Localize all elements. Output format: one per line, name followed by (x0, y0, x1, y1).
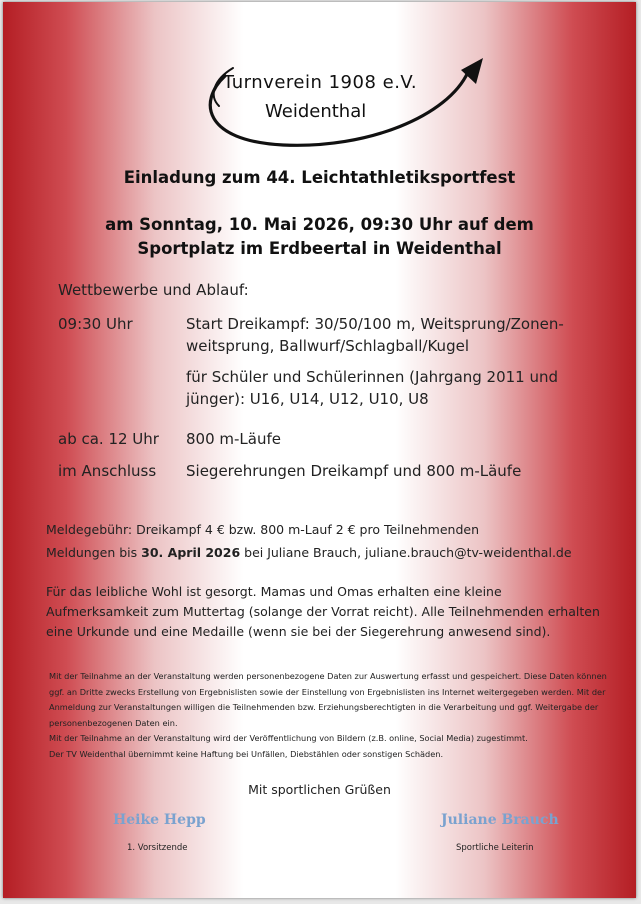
club-town: Weidenthal (265, 101, 367, 122)
event-date-location (3, 213, 636, 261)
date-line-1: am Sonntag, 10. Mai 2026, 09:30 Uhr auf dem (105, 215, 534, 234)
signature-role: Sportliche Leiterin (456, 843, 534, 853)
schedule-time: 09:30 Uhr (58, 315, 133, 333)
schedule-text: Start Dreikampf: 30/50/100 m, Weitsprung/Zonen-weitsprung, Ballwurf/Schlagball/Kugel (186, 315, 564, 355)
schedule-title: Wettbewerbe und Ablauf: (58, 281, 249, 299)
flyer-page (3, 2, 636, 898)
schedule-text: für Schüler und Schülerinnen (Jahrgang 2011 und jünger): U16, U14, U12, U10, U8 (186, 368, 559, 408)
schedule-text: 800 m-Läufe (186, 430, 281, 448)
schedule-time: im Anschluss (58, 462, 157, 480)
signature-name: Heike Hepp (113, 812, 206, 828)
liability-notice: Der TV Weidenthal übernimmt keine Haftung bei Unfällen, Diebstählen oder sonstigen Schäden. (49, 748, 444, 759)
registration-info: Meldungen bis 30. April 2026 bei Juliane Brauch, juliane.brauch@tv-weidenthal.de (46, 545, 572, 560)
schedule-text: Siegerehrungen Dreikampf und 800 m-Läufe (186, 462, 522, 480)
image-consent-notice: Mit der Teilnahme an der Veranstaltung wird der Veröffentlichung von Bildern (z.B. online, Social Media) zugestimmt. (49, 733, 528, 744)
invitation-title: Einladung zum 44. Leichtathletiksportfest (123, 168, 516, 187)
fine-print (49, 669, 609, 763)
signature-role: 1. Vorsitzende (127, 843, 188, 853)
closing-greeting: Mit sportlichen Grüßen (248, 782, 391, 797)
club-name: Turnverein 1908 e.V. (223, 72, 418, 93)
fee-info: Meldegebühr: Dreikampf 4 € bzw. 800 m-Lauf 2 € pro Teilnehmenden (46, 522, 480, 537)
welfare-paragraph: Für das leibliche Wohl ist gesorgt. Mamas und Omas erhalten eine kleine Aufmerksamkeit zum Muttertag (solange der Vorrat reicht). Alle Teilnehmenden erhalten eine Urkunde und eine Medaille (wenn sie bei der Siegerehrung anwesend sind). (46, 584, 600, 639)
signature-name: Juliane Brauch (441, 812, 559, 828)
date-line-2: Sportplatz im Erdbeertal in Weidenthal (137, 239, 502, 258)
registration-deadline: 30. April 2026 (141, 545, 241, 560)
schedule-time: ab ca. 12 Uhr (58, 430, 159, 448)
privacy-notice: Mit der Teilnahme an der Veranstaltung werden personenbezogene Daten zur Auswertung erfasst und gespeichert. Diese Daten können ggf. an Dritte zwecks Erstellung von Ergebnislisten sowie der Einstellung von Ergebnislisten ins Internet weitergegeben werden. Mit der Anmeldung zur Veranstaltungen willigen die Teilnehmenden bzw. Erziehungsberechtigten in die Verarbeitung und ggf. Weitergabe der personenbezogenen Daten ein. (49, 671, 607, 728)
